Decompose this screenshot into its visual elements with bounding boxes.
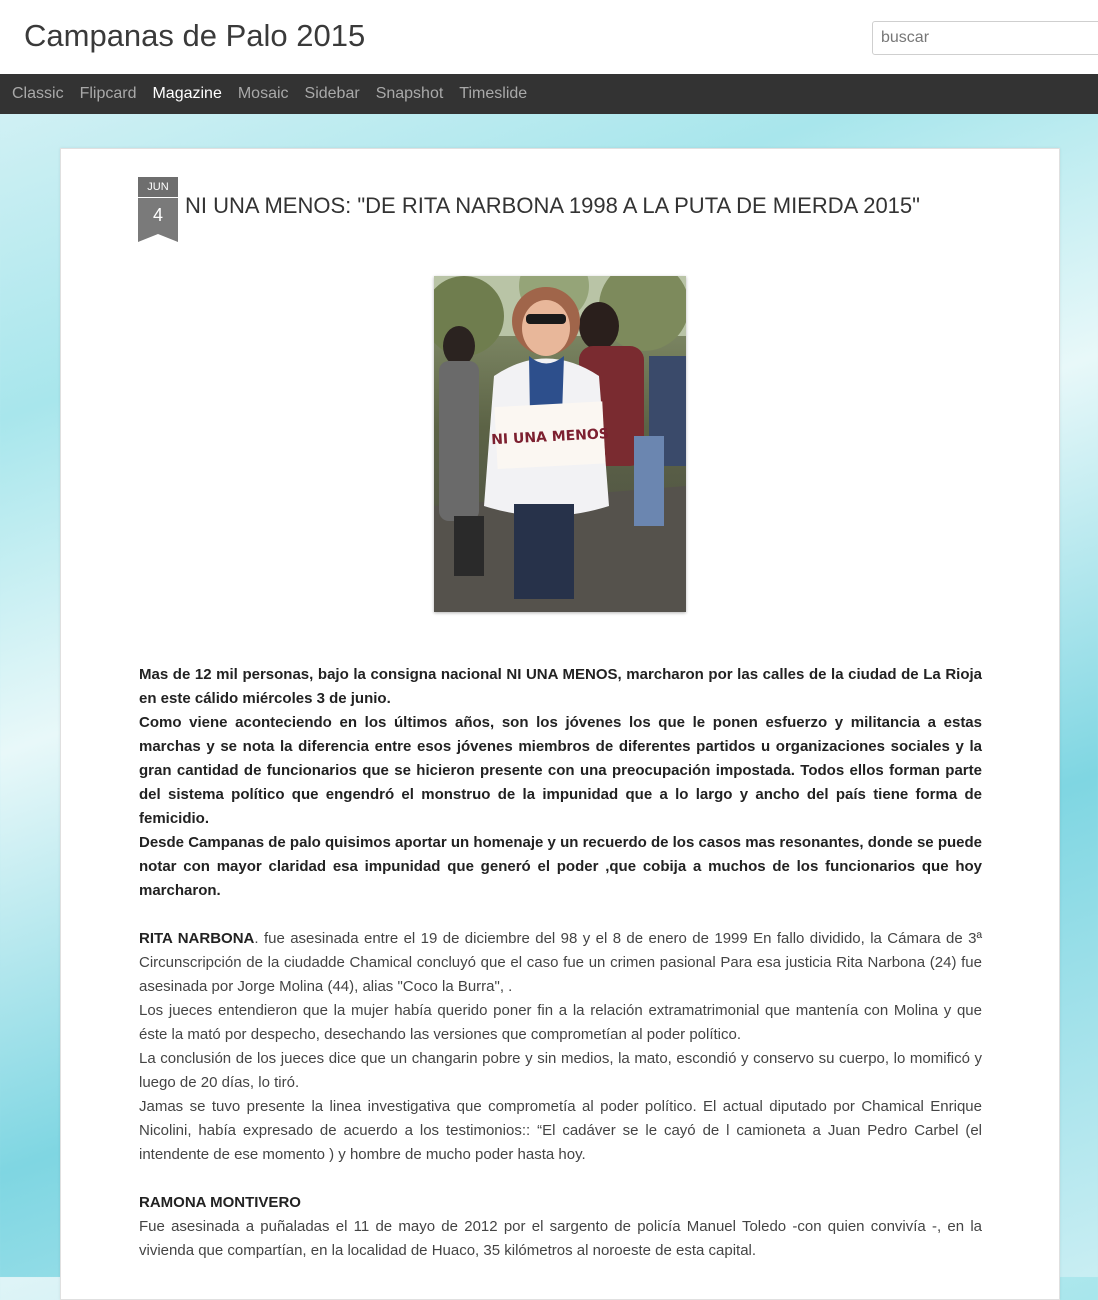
post-title[interactable]: NI UNA MENOS: "DE RITA NARBONA 1998 A LA PUTA DE MIERDA 2015" [185, 193, 920, 218]
protest-photo-illustration [434, 276, 686, 612]
tab-magazine[interactable]: Magazine [152, 85, 222, 102]
view-navbar [0, 74, 1098, 114]
date-month: JUN [138, 177, 178, 197]
case1-lead-paragraph [139, 927, 982, 999]
view-tabs [0, 74, 1098, 114]
tab-classic[interactable]: Classic [12, 85, 64, 102]
blog-title[interactable]: Campanas de Palo 2015 [24, 18, 366, 53]
spacer [139, 903, 982, 927]
tab-mosaic[interactable]: Mosaic [237, 85, 289, 102]
post-card [60, 148, 1060, 1300]
date-day: 4 [138, 198, 178, 234]
case1-paragraph-3: Jamas se tuvo presente la linea investigativa que comprometía al poder político. El actual diputado por Chamical Enrique Nicolini, había expresado de acuerdo a los testimonios:: “El cadáver se le cayó de l camioneta a Juan Pedro Carbel (el intendente de ese momento ) y hombre de mucho poder hasta hoy. [139, 1098, 982, 1163]
blog-header [0, 0, 1098, 75]
sign-text: NI UNA MENOS [490, 426, 610, 449]
spacer [139, 1167, 982, 1191]
tab-snapshot[interactable]: Snapshot [375, 85, 444, 102]
intro-paragraph-1: Mas de 12 mil personas, bajo la consigna nacional NI UNA MENOS, marcharon por las calles de la ciudad de La Rioja en este cálido miércoles 3 de junio. [139, 666, 982, 707]
tab-flipcard[interactable]: Flipcard [79, 85, 137, 102]
case1-name: RITA NARBONA [139, 930, 255, 947]
case1-lead: . fue asesinada entre el 19 de diciembre del 98 y el 8 de enero de 1999 En fallo dividido, la Cámara de 3ª Circunscripción de la ciudadde Chamical concluyó que el caso fue un crimen pasional Para esa justicia Rita Narbona (24) fue asesinada por Jorge Molina (44), alias "Coco la Burra", . [139, 930, 982, 995]
post-photo[interactable] [434, 276, 686, 612]
case1-paragraph-1: Los jueces entendieron que la mujer había querido poner fin a la relación extramatrimonial que mantenía con Molina y que éste la mató por despecho, desechando las versiones que comprometían al poder político. [139, 1002, 982, 1043]
intro-paragraph-3: Desde Campanas de palo quisimos aportar un homenaje y un recuerdo de los casos mas resonantes, donde se puede notar con mayor claridad esa impunidad que generó el poder ,que cobija a muchos de los funcionarios que hoy marcharon. [139, 834, 982, 899]
intro-paragraph-2: Como viene aconteciendo en los últimos años, son los jóvenes los que le ponen esfuerzo y militancia a estas marchas y se nota la diferencia entre esos jóvenes miembros de diferentes partidos u organizaciones sociales y la gran cantidad de funcionarios que se hicieron presente con una preocupación impostada. Todos ellos forman parte del sistema político que engendró el monstruo de la impunidad que a lo largo y ancho del país tiene forma de femicidio. [139, 714, 982, 827]
search-input[interactable] [872, 21, 1098, 55]
tab-sidebar[interactable]: Sidebar [304, 85, 360, 102]
case2-paragraph-1: Fue asesinada a puñaladas el 11 de mayo de 2012 por el sargento de policía Manuel Toledo -con quien convivía -, en la vivienda que compartían, en la localidad de Huaco, 35 kilómetros al noroeste de esta capital. [139, 1218, 982, 1259]
case2-name: RAMONA MONTIVERO [139, 1194, 301, 1211]
tab-timeslide[interactable]: Timeslide [459, 85, 528, 102]
post-body [139, 663, 982, 1263]
case1-paragraph-2: La conclusión de los jueces dice que un changarin pobre y sin medios, la mato, escondió y conservo su cuerpo, lo momificó y luego de 20 días, lo tiró. [139, 1050, 982, 1091]
date-badge [138, 177, 178, 234]
